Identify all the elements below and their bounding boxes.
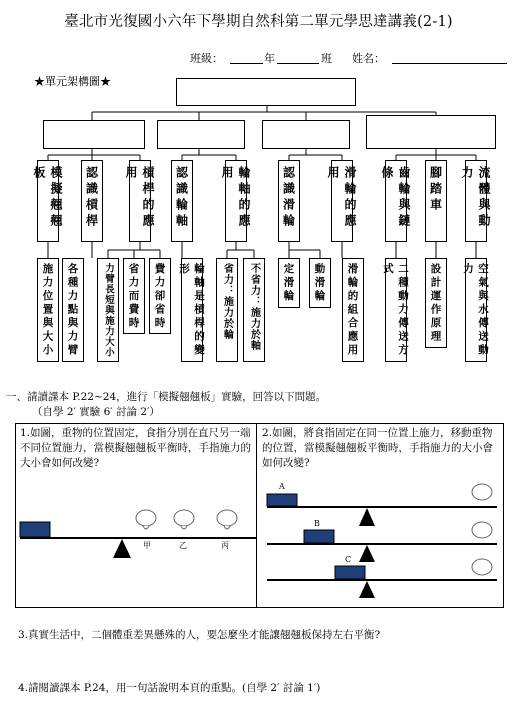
sub-box: 不省力：施力於軸 — [243, 258, 265, 362]
weight-label-c: C — [345, 555, 352, 564]
category-box: 模擬翹翹板 — [37, 160, 59, 242]
q1-seesaw-diagram — [16, 496, 256, 576]
category-box: 流體與動力 — [465, 160, 487, 242]
sub-box: 設計運作原理 — [425, 258, 447, 348]
ban-label: 班 — [321, 52, 332, 65]
q2-seesaw-diagram — [257, 474, 504, 604]
class-label: 班級： — [190, 52, 223, 65]
fulcrum-triangle — [359, 581, 375, 598]
category-box: 認識滑輪 — [278, 160, 300, 242]
section1-timing: （自學 2′ 實驗 6′ 討論 2′） — [32, 406, 160, 418]
topic-box-1[interactable] — [43, 120, 145, 149]
category-box: 腳踏車 — [425, 160, 447, 242]
fulcrum-triangle — [359, 508, 375, 526]
sub-box: 力臂長短與施力大小 — [97, 258, 119, 362]
weight-block-c — [335, 566, 365, 579]
topic-box-3[interactable] — [262, 120, 350, 149]
weight-block — [20, 522, 50, 537]
sub-box: 各種力點與力臂 — [62, 258, 84, 362]
sub-box: 滑輪的組合應用 — [342, 258, 364, 362]
sub-box: 定滑輪 — [278, 258, 300, 308]
page-title: 臺北市光復國小六年下學期自然科第二單元學思達講義(2-1) — [64, 14, 453, 30]
sub-box: 省力而費時 — [123, 258, 145, 334]
finger-icon — [136, 510, 237, 529]
sub-box: 動滑輪 — [309, 258, 331, 308]
category-box: 認識輪軸 — [171, 160, 193, 242]
sub-box: 空氣與水傳送動力 — [465, 258, 487, 362]
finger-icon — [472, 484, 492, 575]
structure-heading: ★單元架構圖★ — [34, 75, 111, 88]
position-label-jia: 甲 — [143, 541, 151, 550]
category-box: 輪軸的應用 — [225, 160, 247, 242]
sub-box: 施力位置與大小 — [37, 258, 59, 362]
name-label: 姓名： — [352, 52, 385, 65]
sub-box: 二種動力傳送方式 — [385, 258, 407, 362]
category-box: 滑輪的應用 — [331, 160, 353, 242]
topic-box-2[interactable] — [157, 120, 245, 149]
category-box: 槓桿的應用 — [129, 160, 151, 242]
fulcrum-triangle — [113, 539, 131, 558]
topic-box-4[interactable] — [366, 115, 496, 149]
sub-box: 輪軸是槓桿的變形 — [181, 258, 203, 362]
fulcrum-triangle — [359, 545, 375, 562]
category-box: 認識槓桿 — [81, 160, 103, 242]
question-2-text: 2.如圖，將食指固定在同一位置上施力，移動重物的位置，當模擬翹翹板平衡時，手指施力的大小會如何改變? — [262, 427, 493, 469]
question-table — [15, 423, 504, 608]
section1-instruction: 一、請讀課本 P.22~24，進行「模擬翹翹板」實驗，回答以下問題。 — [6, 391, 327, 403]
weight-label-a: A — [279, 482, 285, 491]
question-1-text: 1.如圖，重物的位置固定，食指分別在直尺另一端不同位置施力，當模擬翹翹板平衡時，手指施力的大小會如何改變? — [20, 427, 251, 469]
unit-title-box[interactable] — [176, 78, 356, 106]
position-label-yi: 乙 — [179, 541, 187, 550]
question-4-text: 4.請閱讀課本 P.24，用一句話說明本頁的重點。(自學 2′ 討論 1′) — [18, 682, 321, 694]
weight-block-b — [304, 530, 334, 543]
category-box: 齒輪與鏈條 — [385, 160, 407, 242]
sub-box: 省力：施力於輪 — [216, 258, 238, 362]
weight-label-b: B — [314, 519, 320, 528]
year-label: 年 — [264, 52, 275, 65]
question-3-text: 3.真實生活中，二個體重差異懸殊的人，要怎麼坐才能讓翹翹板保持左右平衡? — [18, 629, 381, 641]
weight-block-a — [267, 494, 297, 506]
position-label-bing: 丙 — [221, 541, 229, 550]
sub-box: 費力卻省時 — [149, 258, 171, 334]
